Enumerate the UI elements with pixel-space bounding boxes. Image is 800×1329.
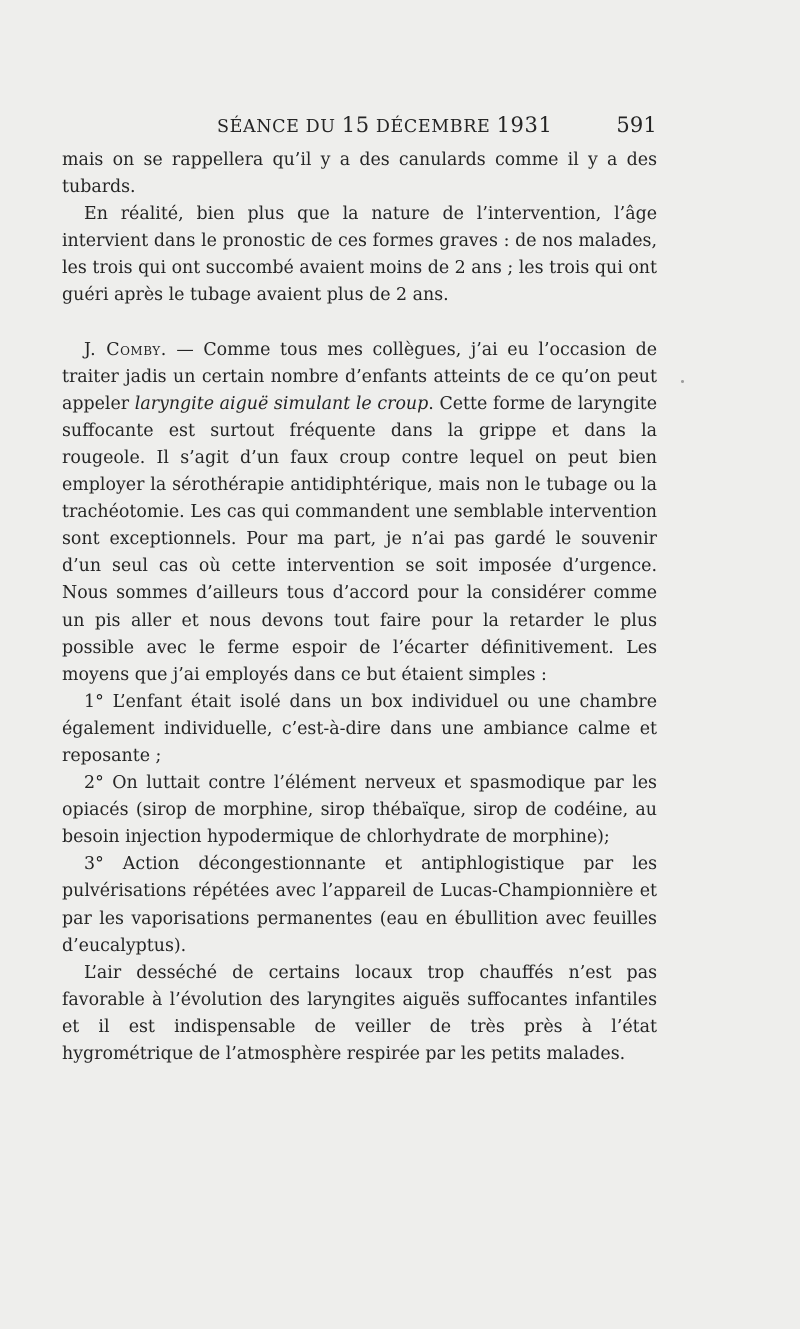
list-item-decongestion: 3° Action décongestionnante et antiphlogistique par les pulvérisations répétées avec l’appareil de Lucas-Championnière et par les vaporisations permanentes (eau en ébullition avec feuilles d’eucalyptus). bbox=[62, 854, 657, 956]
ink-speck bbox=[681, 380, 684, 383]
paragraph-comby-statement bbox=[62, 337, 657, 689]
paragraph-age-prognosis: En réalité, bien plus que la nature de l’intervention, l’âge intervient dans le pronostic de ces formes graves : de nos malades, les trois qui ont succombé avaient moins de 2 ans ; les trois qui ont guéri après le tubage avaient plus de 2 ans. bbox=[62, 204, 657, 306]
paragraph-spacer bbox=[62, 310, 657, 337]
page-content bbox=[62, 112, 657, 1068]
list-item-isolation: 1° L’enfant était isolé dans un box individuel ou une chambre également individuelle, c’est-à-dire dans une ambiance calme et reposante ; bbox=[62, 691, 657, 766]
statement-text-b: . Cette forme de laryngite suffocante est surtout fréquente dans la grippe et dans la rougeole. Il s’agit d’un faux croup contre lequel on peut bien employer la sérothérapie antidiphtérique, mais non le tubage ou la trachéotomie. Les cas qui commandent une semblable intervention sont exceptionnels. Pour ma part, je n’ai pas gardé le souvenir d’un seul cas où cette intervention se soit imposée d’urgence. Nous sommes d’ailleurs tous d’accord pour la considérer comme un pis aller et nous devons tout faire pour la retarder le plus possible avec le ferme espoir de l’écarter définitivement. Les moyens que j’ai employés dans ce but étaient simples : bbox=[62, 393, 657, 685]
disease-name-italic: laryngite aiguë simulant le croup bbox=[134, 393, 429, 414]
session-month: DÉCEMBRE bbox=[375, 117, 491, 137]
speaker-name: J. Comby. bbox=[84, 339, 167, 360]
statement-text-a: — Comme tous mes collègues, j’ai eu l’occasion de traiter jadis un certain nombre d’enfants atteints de ce qu’on peut appeler bbox=[62, 339, 657, 414]
page-number: 591 bbox=[616, 113, 657, 137]
session-title bbox=[217, 112, 552, 141]
paragraph-humidity: L’air desséché de certains locaux trop chauffés n’est pas favorable à l’évolution des laryngites aiguës suffocantes infantiles et il est indispensable de veiller de très près à l’état hygrométrique de l’atmosphère respirée par les petits malades. bbox=[62, 962, 657, 1064]
paragraph-continuation: mais on se rappellera qu’il y a des canulards comme il y a des tubards. bbox=[62, 150, 657, 198]
session-day: 15 bbox=[341, 113, 370, 137]
title-prefix: SÉANCE DU bbox=[217, 117, 336, 137]
list-item-opiates: 2° On luttait contre l’élément nerveux et spasmodique par les opiacés (sirop de morphine, sirop thébaïque, sirop de codéine, au besoin injection hypodermique de chlorhydrate de morphine); bbox=[62, 773, 657, 848]
session-year: 1931 bbox=[496, 113, 553, 137]
running-header bbox=[217, 112, 657, 144]
